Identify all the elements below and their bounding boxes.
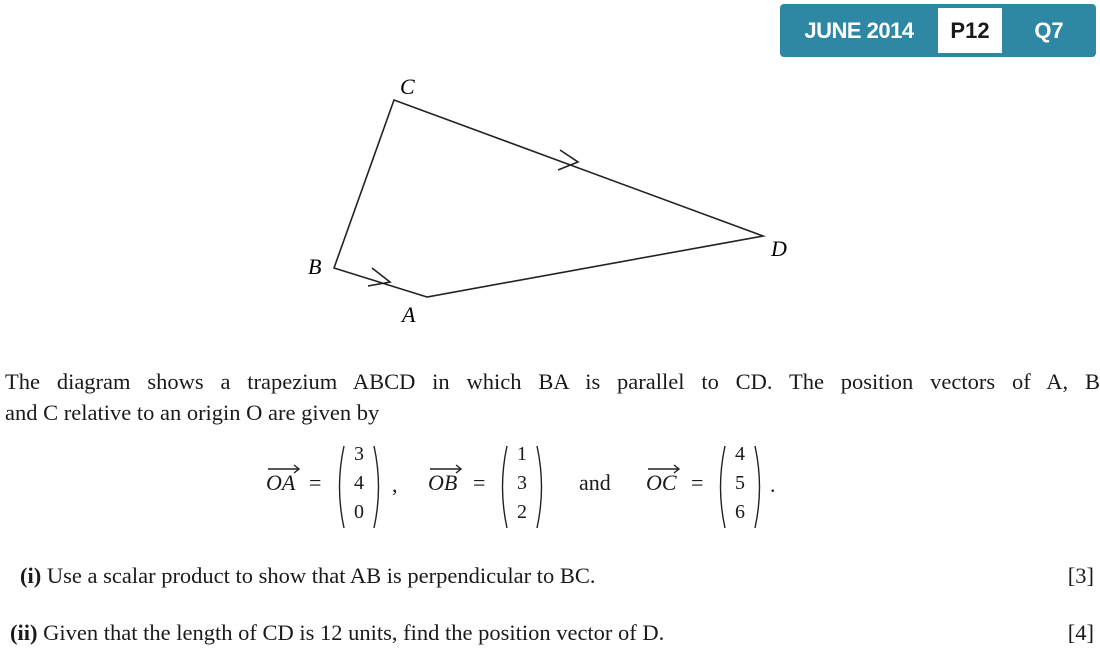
part-text: Given that the length of CD is 12 units, find the position vector of D. xyxy=(43,620,665,645)
component-y: 5 xyxy=(735,472,745,494)
vector-arrow-icon xyxy=(646,464,682,474)
component-x: 3 xyxy=(354,443,364,465)
intro-line-1: The diagram shows a trapezium ABCD in which BA is parallel to CD. The position vectors of A, B xyxy=(5,369,1100,394)
equals-sign: = xyxy=(309,470,322,495)
vertex-label-d: D xyxy=(771,236,787,261)
column-vector-oc xyxy=(715,443,765,531)
full-stop: . xyxy=(770,472,776,497)
badge-paper: P12 xyxy=(938,8,1002,53)
vector-name-oc: OC xyxy=(646,470,677,496)
column-vector-oa xyxy=(334,443,384,531)
connector-and: and xyxy=(579,470,611,495)
vertex-label-c: C xyxy=(400,74,415,99)
vector-name-ob: OB xyxy=(428,470,457,496)
part-ii-marks: [4] xyxy=(1067,620,1094,645)
column-vector-ob xyxy=(497,443,547,531)
question-part-i xyxy=(20,563,596,589)
part-i-marks: [3] xyxy=(1067,563,1094,588)
vector-name-oa: OA xyxy=(266,470,295,496)
component-z: 6 xyxy=(735,501,745,523)
part-label: (ii) xyxy=(10,620,38,645)
component-y: 3 xyxy=(517,472,527,494)
component-x: 4 xyxy=(735,443,745,465)
vector-arrow-icon xyxy=(428,464,464,474)
equals-sign: = xyxy=(691,470,704,495)
vector-arrow-icon xyxy=(266,464,302,474)
part-text: Use a scalar product to show that AB is perpendicular to BC. xyxy=(46,563,596,588)
component-x: 1 xyxy=(517,443,527,465)
comma-separator: , xyxy=(392,472,398,497)
badge-session: JUNE 2014 xyxy=(804,17,914,43)
part-label: (i) xyxy=(20,563,42,588)
component-z: 2 xyxy=(517,501,527,523)
badge-question: Q7 xyxy=(1034,17,1064,43)
equals-sign: = xyxy=(473,470,486,495)
question-part-ii xyxy=(10,620,664,646)
vertex-label-b: B xyxy=(308,254,322,279)
vertex-label-a: A xyxy=(402,302,416,327)
component-y: 4 xyxy=(354,472,364,494)
intro-line-2: and C relative to an origin O are given by xyxy=(5,400,380,425)
component-z: 0 xyxy=(354,501,364,523)
